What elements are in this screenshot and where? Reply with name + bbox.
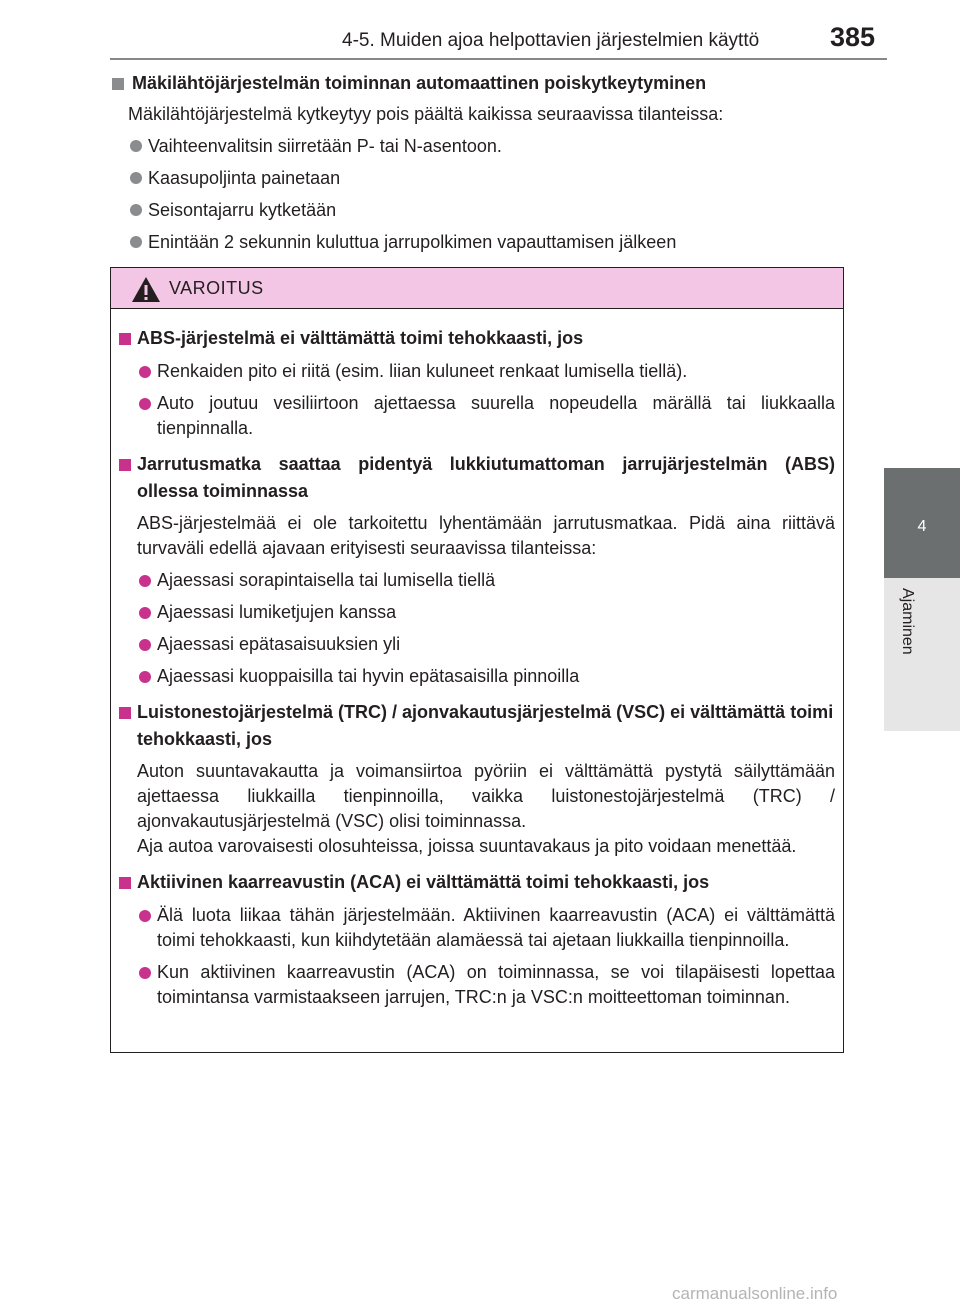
section-title-text: Mäkilähtöjärjestelmän toiminnan automaattinen poiskytkeytyminen bbox=[132, 73, 707, 93]
round-bullet-icon bbox=[139, 398, 151, 410]
section-title-text: Aktiivinen kaarreavustin (ACA) ei välttämättä toimi tehokkaasti, jos bbox=[137, 872, 710, 892]
section-title bbox=[119, 451, 835, 505]
round-bullet-icon bbox=[130, 172, 142, 184]
section-title-text: Jarrutusmatka saattaa pidentyä lukkiutumattoman jarrujärjestelmän (ABS) ollessa toiminnassa bbox=[137, 454, 835, 501]
warning-section-abs bbox=[119, 325, 835, 441]
chapter-title: 4-5. Muiden ajoa helpottavien järjestelmien käyttö bbox=[342, 30, 760, 51]
warning-header bbox=[111, 268, 843, 309]
list-item-text: Älä luota liikaa tähän järjestelmään. Aktiivinen kaarreavustin (ACA) ei välttämättä toimi tehokkaasti, kun kiihdytetään alamäessä tai ajetaan liukkailla tienpinnoilla. bbox=[157, 905, 835, 950]
warning-section-aca bbox=[119, 869, 835, 1010]
warning-section-trc-vsc bbox=[119, 699, 835, 859]
watermark-link[interactable]: carmanualsonline.info bbox=[672, 1284, 838, 1303]
list-item-text: Renkaiden pito ei riitä (esim. liian kuluneet renkaat lumisella tiellä). bbox=[157, 361, 688, 381]
square-bullet-icon bbox=[119, 877, 131, 889]
round-bullet-icon bbox=[130, 204, 142, 216]
list-item-text: Ajaessasi sorapintaisella tai lumisella tiellä bbox=[157, 570, 496, 590]
list-item bbox=[119, 632, 835, 657]
list-item bbox=[119, 391, 835, 441]
list-item bbox=[110, 197, 850, 223]
list-item bbox=[119, 664, 835, 689]
list-item bbox=[110, 229, 850, 255]
section-title bbox=[110, 70, 850, 97]
round-bullet-icon bbox=[139, 671, 151, 683]
paragraph: Aja autoa varovaisesti olosuhteissa, joissa suuntavakaus ja pito voidaan menettää. bbox=[137, 836, 797, 856]
chapter-tab-number: 4 bbox=[917, 518, 927, 535]
section-title bbox=[119, 869, 835, 896]
square-bullet-icon bbox=[119, 707, 131, 719]
round-bullet-icon bbox=[139, 575, 151, 587]
list-item-text: Vaihteenvalitsin siirretään P- tai N-asentoon. bbox=[148, 136, 502, 156]
chapter-tab[interactable] bbox=[884, 468, 960, 578]
warning-triangle-icon bbox=[131, 276, 161, 303]
list-item-text: Enintään 2 sekunnin kuluttua jarrupolkimen vapauttamisen jälkeen bbox=[148, 232, 677, 252]
page-header bbox=[0, 0, 960, 60]
round-bullet-icon bbox=[139, 967, 151, 979]
list-item bbox=[119, 600, 835, 625]
paragraph: Auton suuntavakautta ja voimansiirtoa pyöriin ei välttämättä pystytä säilyttämään ajettaessa liukkailla tienpinnoilla, vaikka luistonestojärjestelmä (TRC) / ajonvakautusjärjestelmä (VSC) olisi toiminnassa. bbox=[137, 761, 835, 831]
warning-body bbox=[111, 309, 843, 1010]
warning-section-braking-distance bbox=[119, 451, 835, 689]
list-item-text: Kaasupoljinta painetaan bbox=[148, 168, 341, 188]
section-title-text: ABS-järjestelmä ei välttämättä toimi tehokkaasti, jos bbox=[137, 328, 584, 348]
list-item bbox=[110, 133, 850, 159]
list-item-text: Kun aktiivinen kaarreavustin (ACA) on toiminnassa, se voi tilapäisesti lopettaa toimintansa varmistaakseen jarrujen, TRC:n ja VSC:n moitteettoman toiminnan. bbox=[157, 962, 835, 1007]
list-item-text: Seisontajarru kytketään bbox=[148, 200, 337, 220]
warning-label: VAROITUS bbox=[169, 278, 264, 298]
list-item-text: Ajaessasi lumiketjujen kanssa bbox=[157, 602, 397, 622]
header-divider bbox=[110, 58, 887, 60]
square-bullet-icon bbox=[112, 78, 124, 90]
round-bullet-icon bbox=[139, 366, 151, 378]
intro-section bbox=[110, 70, 850, 255]
page-number: 385 bbox=[830, 22, 876, 52]
list-item bbox=[119, 568, 835, 593]
paragraph: ABS-järjestelmää ei ole tarkoitettu lyhentämään jarrutusmatkaa. Pidä aina riittävä turvaväli edellä ajavaan erityisesti seuraavissa tilanteissa: bbox=[137, 513, 835, 558]
list-item-text: Ajaessasi kuoppaisilla tai hyvin epätasaisilla pinnoilla bbox=[157, 666, 580, 686]
square-bullet-icon bbox=[119, 333, 131, 345]
round-bullet-icon bbox=[139, 639, 151, 651]
chapter-tab-label: Ajaminen bbox=[899, 588, 916, 655]
list-item bbox=[119, 903, 835, 953]
list-item-text: Ajaessasi epätasaisuuksien yli bbox=[157, 634, 401, 654]
list-item bbox=[119, 960, 835, 1010]
list-item bbox=[110, 165, 850, 191]
round-bullet-icon bbox=[139, 910, 151, 922]
section-title bbox=[119, 699, 835, 753]
warning-box bbox=[110, 267, 844, 1053]
square-bullet-icon bbox=[119, 459, 131, 471]
round-bullet-icon bbox=[130, 236, 142, 248]
list-item bbox=[119, 359, 835, 384]
round-bullet-icon bbox=[139, 607, 151, 619]
list-item-text: Auto joutuu vesiliirtoon ajettaessa suurella nopeudella märällä tai liukkaalla tienpinnalla. bbox=[157, 393, 835, 438]
section-title-text: Luistonestojärjestelmä (TRC) / ajonvakautusjärjestelmä (VSC) ei välttämättä toimi tehokkaasti, jos bbox=[137, 702, 834, 749]
section-title bbox=[119, 325, 835, 352]
round-bullet-icon bbox=[130, 140, 142, 152]
paragraph: Mäkilähtöjärjestelmä kytkeytyy pois päältä kaikissa seuraavissa tilanteissa: bbox=[128, 104, 724, 124]
